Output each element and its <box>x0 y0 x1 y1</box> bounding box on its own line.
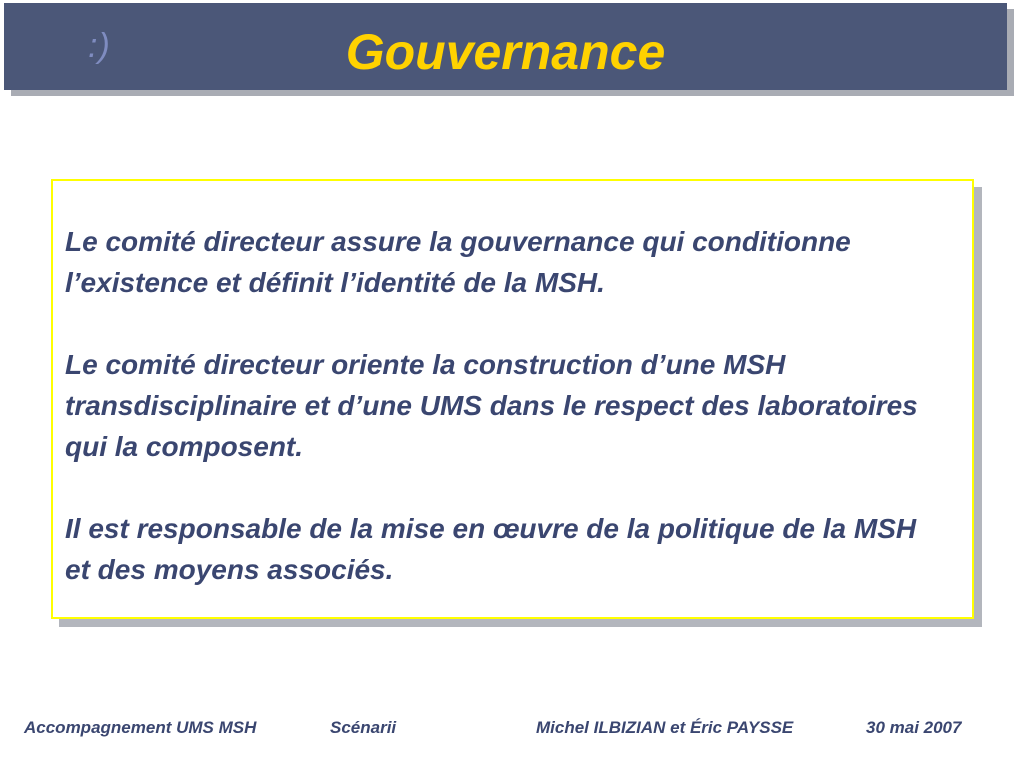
slide-title: Gouvernance <box>345 24 666 80</box>
header-bar <box>4 3 1007 90</box>
paragraph-responsibility: Il est responsable de la mise en œuvre de la politique de la MSH et des moyens associés. <box>65 513 917 585</box>
footer-project: Accompagnement UMS MSH <box>24 718 257 737</box>
content-box <box>51 179 974 619</box>
paragraph-orientation: Le comité directeur oriente la construction d’une MSH transdisciplinaire et d’une UMS dans le respect des laboratoires qui la composent. <box>65 349 918 462</box>
footer-authors: Michel ILBIZIAN et Éric PAYSSE <box>536 718 794 737</box>
footer-section: Scénarii <box>330 718 397 737</box>
footer-date: 30 mai 2007 <box>866 718 962 737</box>
content-text <box>65 221 945 590</box>
smiley-emoticon: :) <box>88 27 111 65</box>
paragraph-governance: Le comité directeur assure la gouvernance qui conditionne l’existence et définit l’identité de la MSH. <box>65 226 851 298</box>
